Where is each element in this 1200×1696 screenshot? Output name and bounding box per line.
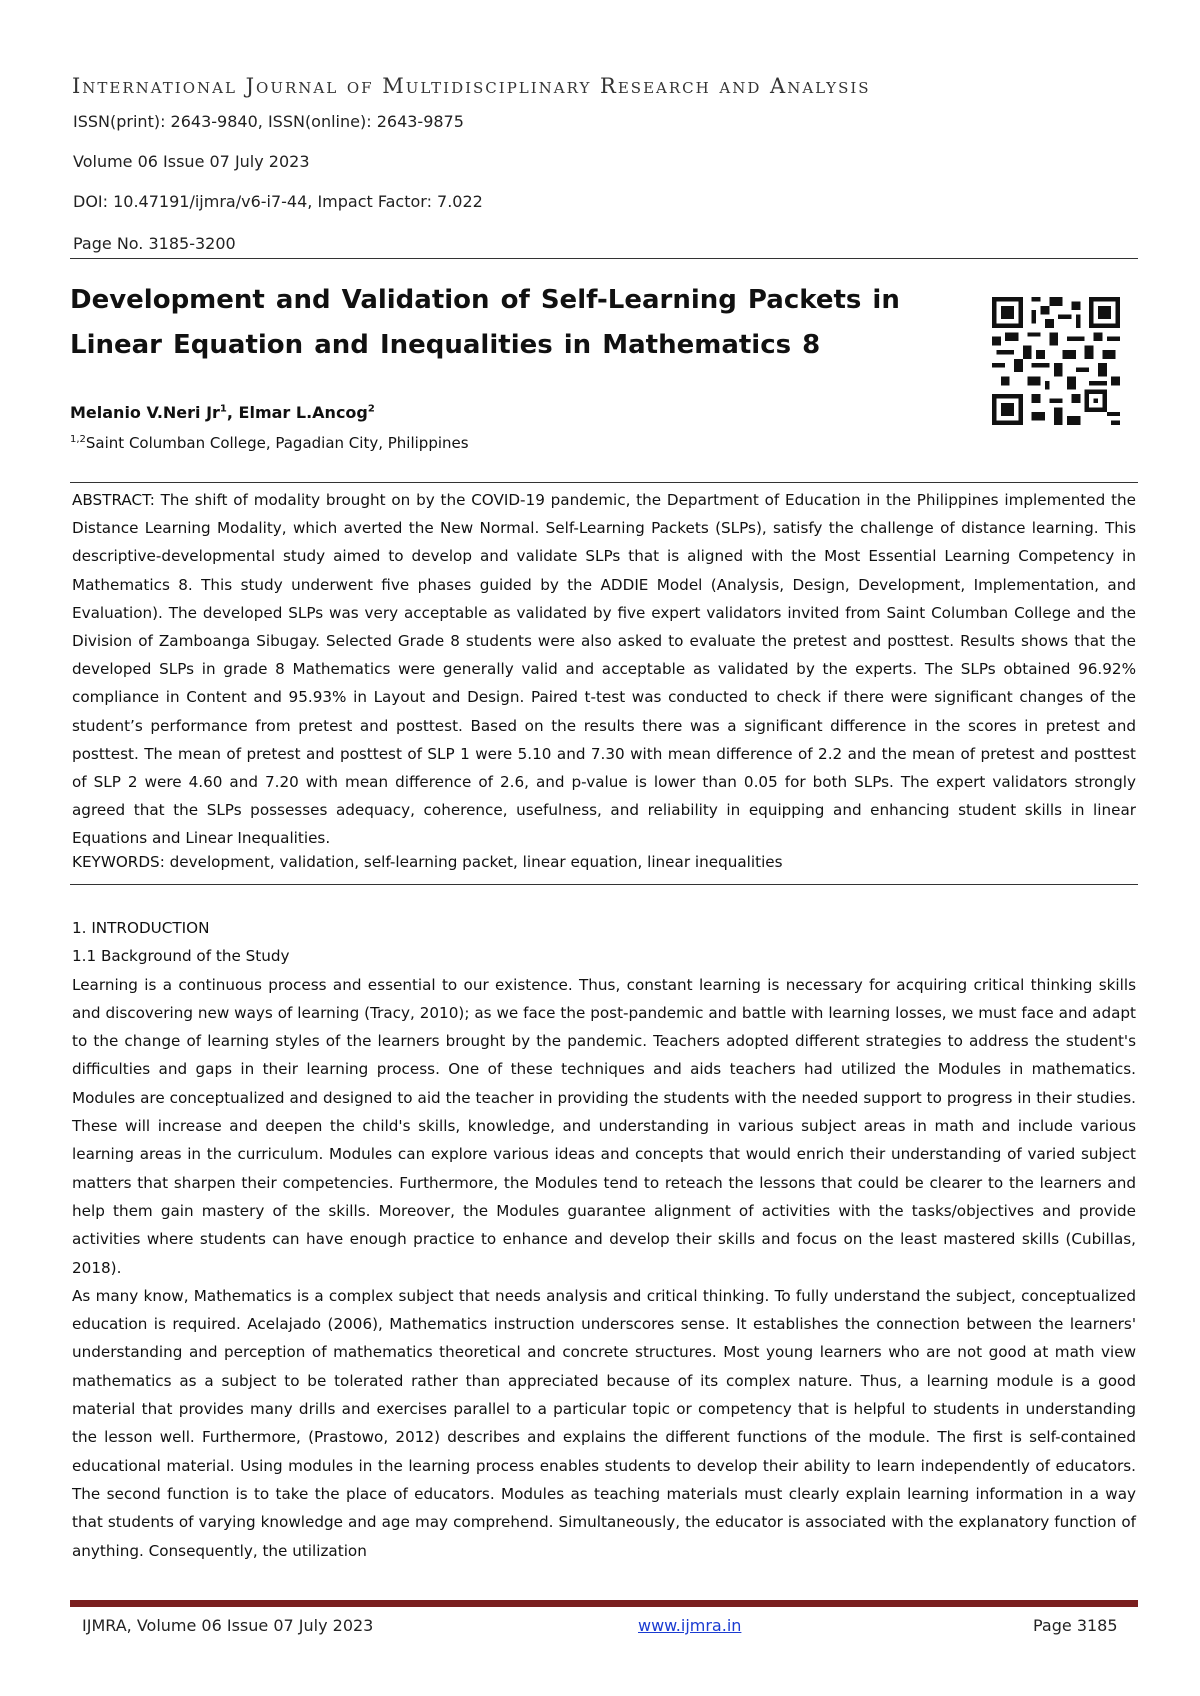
page-range: Page No. 3185-3200 xyxy=(73,234,236,253)
qr-code xyxy=(992,297,1120,425)
author-name: Elmar L.Ancog xyxy=(238,403,368,422)
footer-bar xyxy=(70,1600,1138,1607)
affiliation xyxy=(70,434,469,452)
author-affiliation-mark: 2 xyxy=(367,403,375,415)
journal-title: International Journal of Multidisciplinary Research and Analysis xyxy=(72,74,871,98)
abstract-top-rule xyxy=(70,482,1138,483)
header-rule xyxy=(70,258,1138,259)
subsection-heading: 1.1 Background of the Study xyxy=(72,947,290,966)
body-text xyxy=(72,914,1136,1565)
body-paragraph: As many know, Mathematics is a complex subject that needs analysis and critical thinking. To fully understand the subject, conceptualized education is required. Acelajado (2006), Mathematics instruction underscores sense. It establishes the connection between the learners' understanding and perception of mathematics theoretical and concrete structures. Most young learners who are not good at math view mathematics as a subject to be tolerated rather than appreciated because of its complex nature. Thus, a learning module is a good material that provides many drills and exercises parallel to a particular topic or competency that is helpful to students in understanding the lesson well. Furthermore, (Prastowo, 2012) describes and explains the different functions of the module. The first is self-contained educational material. Using modules in the learning process enables students to develop their ability to learn independently of educators. The second function is to take the place of educators. Modules as teaching materials must clearly explain learning information in a way that students of varying knowledge and age may comprehend. Simultaneously, the educator is associated with the explanatory function of anything. Consequently, the utilization xyxy=(72,1286,1136,1560)
affiliation-mark: 1,2 xyxy=(70,434,86,445)
footer-website xyxy=(638,1616,741,1635)
affiliation-text: Saint Columban College, Pagadian City, Philippines xyxy=(85,434,469,452)
section-heading: 1. INTRODUCTION xyxy=(72,919,210,937)
abstract-bottom-rule xyxy=(70,884,1138,885)
website-link[interactable]: www.ijmra.in xyxy=(638,1616,742,1635)
abstract xyxy=(72,486,1136,853)
author-affiliation-mark: 1 xyxy=(219,403,227,415)
abstract-label: ABSTRACT: xyxy=(72,491,155,509)
author-separator: , xyxy=(226,403,239,422)
footer-page-number: Page 3185 xyxy=(1033,1616,1118,1635)
issn-line: ISSN(print): 2643-9840, ISSN(online): 2643-9875 xyxy=(73,112,464,131)
authors xyxy=(70,403,375,422)
volume-line: Volume 06 Issue 07 July 2023 xyxy=(73,152,310,171)
abstract-text: The shift of modality brought on by the COVID-19 pandemic, the Department of Education in the Philippines implemented the Distance Learning Modality, which averted the New Normal. Self-Learning Packets (SLPs), satisfy the challenge of distance learning. This descriptive-developmental study aimed to develop and validate SLPs that is aligned with the Most Essential Learning Competency in Mathematics 8. This study underwent five phases guided by the ADDIE Model (Analysis, Design, Development, Implementation, and Evaluation). The developed SLPs was very acceptable as validated by five expert validators invited from Saint Columban College and the Division of Zamboanga Sibugay. Selected Grade 8 students were also asked to evaluate the pretest and posttest. Results shows that the developed SLPs in grade 8 Mathematics were generally valid and acceptable as validated by the experts. The SLPs obtained 96.92% compliance in Content and 95.93% in Layout and Design. Paired t-test was conducted to check if there were significant changes of the student’s performance from pretest and posttest. Based on the results there was a significant difference in the scores in pretest and posttest. The mean of pretest and posttest of SLP 1 were 5.10 and 7.30 with mean difference of 2.2 and the mean of pretest and posttest of SLP 2 were 4.60 and 7.20 with mean difference of 2.6, and p-value is lower than 0.05 for both SLPs. The expert validators strongly agreed that the SLPs possesses adequacy, coherence, usefulness, and reliability in equipping and enhancing student skills in linear Equations and Linear Inequalities. xyxy=(72,491,1136,848)
paper-title: Development and Validation of Self-Learning Packets in Linear Equation and Inequalities in Mathematics 8 xyxy=(70,285,900,360)
footer-journal: IJMRA, Volume 06 Issue 07 July 2023 xyxy=(82,1616,374,1635)
doi-line: DOI: 10.47191/ijmra/v6-i7-44, Impact Factor: 7.022 xyxy=(73,192,483,211)
body-paragraph: Learning is a continuous process and essential to our existence. Thus, constant learning is necessary for acquiring critical thinking skills and discovering new ways of learning (Tracy, 2010); as we face the post-pandemic and battle with learning losses, we must face and adapt to the change of learning styles of the learners brought by the pandemic. Teachers adopted different strategies to address the student's difficulties and gaps in their learning process. One of these techniques and aids teachers had utilized the Modules in mathematics. Modules are conceptualized and designed to aid the teacher in providing the students with the needed support to progress in their studies. These will increase and deepen the child's skills, knowledge, and understanding in various subject areas in math and include various learning areas in the curriculum. Modules can explore various ideas and concepts that would enrich their understanding of varied subject matters that sharpen their competencies. Furthermore, the Modules tend to reteach the lessons that could be clearer to the learners and help them gain mastery of the skills. Moreover, the Modules guarantee alignment of activities with the tasks/objectives and provide activities where students can have enough practice to enhance and develop their skills and focus on the least mastered skills (Cubillas, 2018). xyxy=(72,975,1136,1277)
keywords: KEYWORDS: development, validation, self-learning packet, linear equation, linear inequalities xyxy=(72,853,783,871)
author-name: Melanio V.Neri Jr xyxy=(70,403,220,422)
